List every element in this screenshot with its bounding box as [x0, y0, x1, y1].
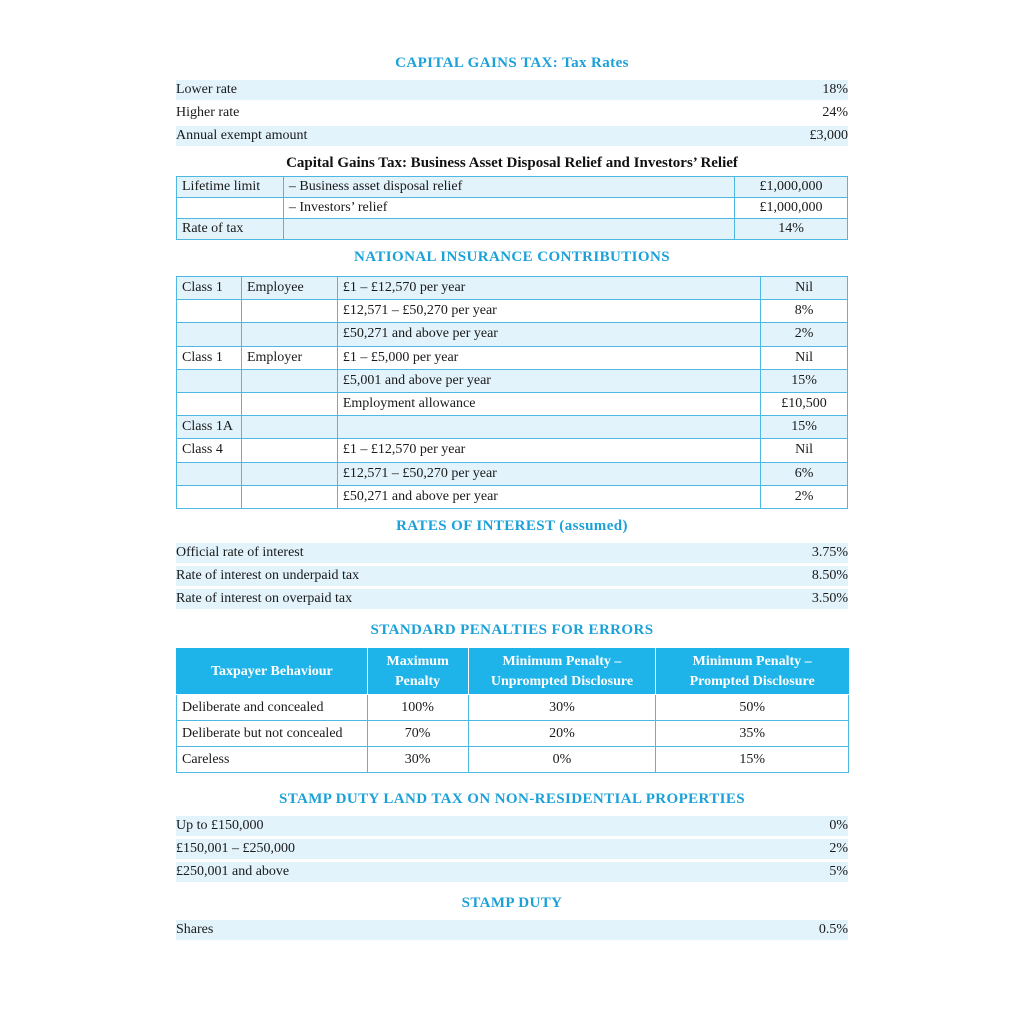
- table-cell: 15%: [656, 747, 849, 773]
- table-cell: 30%: [468, 695, 656, 721]
- row-label: £250,001 and above: [176, 864, 290, 879]
- table-cell: [241, 323, 337, 346]
- table-row: [177, 198, 848, 219]
- table-cell: 15%: [761, 416, 848, 439]
- table-cell: Lifetime limit: [177, 177, 284, 198]
- row-label: £150,001 – £250,000: [176, 841, 295, 856]
- table-cell: 6%: [761, 462, 848, 485]
- table-cell: [177, 198, 284, 219]
- table-row: [177, 695, 849, 721]
- table-row: [177, 416, 848, 439]
- table-row: [177, 300, 848, 323]
- penalties-heading: STANDARD PENALTIES FOR ERRORS: [370, 622, 654, 638]
- table-cell: 35%: [656, 721, 849, 747]
- nic-table: [176, 276, 848, 509]
- table-cell: Employer: [241, 346, 337, 369]
- table-cell: Class 1A: [177, 416, 242, 439]
- row-label: Official rate of interest: [176, 545, 304, 560]
- table-cell: Employment allowance: [337, 392, 760, 415]
- table-row: [177, 346, 848, 369]
- table-cell: [337, 416, 760, 439]
- table-cell: 70%: [367, 721, 468, 747]
- table-cell: £1 – £5,000 per year: [337, 346, 760, 369]
- table-cell: [241, 416, 337, 439]
- table-row: [177, 277, 848, 300]
- table-cell: £1 – £12,570 per year: [337, 277, 760, 300]
- table-row: [177, 369, 848, 392]
- table-cell: Nil: [761, 439, 848, 462]
- table-cell: 14%: [735, 219, 848, 240]
- table-cell: £50,271 and above per year: [337, 485, 760, 508]
- row-label: Rate of interest on underpaid tax: [176, 568, 360, 583]
- table-cell: [241, 439, 337, 462]
- table-cell: £1 – £12,570 per year: [337, 439, 760, 462]
- stamp-duty-heading: STAMP DUTY: [461, 895, 563, 911]
- table-row: [177, 323, 848, 346]
- row-value: 24%: [822, 105, 848, 120]
- table-row: [177, 439, 848, 462]
- row-value: 0%: [829, 818, 848, 833]
- table-cell: 15%: [761, 369, 848, 392]
- cgt-row-lower-rate: [176, 80, 848, 100]
- table-row: [177, 219, 848, 240]
- table-cell: Employee: [241, 277, 337, 300]
- cgt-heading: CAPITAL GAINS TAX: Tax Rates: [395, 55, 629, 71]
- table-cell: Rate of tax: [177, 219, 284, 240]
- sdlt-row-band-3: [176, 862, 848, 882]
- table-cell: Nil: [761, 346, 848, 369]
- table-row: [177, 485, 848, 508]
- cgt-row-higher-rate: [176, 103, 848, 123]
- row-value: 8.50%: [811, 568, 848, 583]
- table-cell: [177, 300, 242, 323]
- row-label: Higher rate: [176, 105, 240, 120]
- sdlt-row-band-2: [176, 839, 848, 859]
- row-label: Up to £150,000: [176, 818, 264, 833]
- table-cell: £10,500: [761, 392, 848, 415]
- cgt-row-annual-exempt: [176, 126, 848, 146]
- table-cell: 100%: [367, 695, 468, 721]
- table-cell: [241, 462, 337, 485]
- row-value: 2%: [829, 841, 848, 856]
- table-cell: 20%: [468, 721, 656, 747]
- table-cell: [177, 392, 242, 415]
- table-row: [177, 721, 849, 747]
- column-header: Maximum Penalty: [367, 649, 468, 695]
- table-cell: Careless: [177, 747, 368, 773]
- badr-heading: Capital Gains Tax: Business Asset Disposal Relief and Investors’ Relief: [286, 155, 738, 171]
- table-cell: £1,000,000: [735, 177, 848, 198]
- table-row: [177, 462, 848, 485]
- table-cell: Deliberate but not concealed: [177, 721, 368, 747]
- table-row: [177, 747, 849, 773]
- table-cell: Nil: [761, 277, 848, 300]
- table-cell: £1,000,000: [735, 198, 848, 219]
- column-header: Minimum Penalty – Prompted Disclosure: [656, 649, 849, 695]
- table-cell: £12,571 – £50,270 per year: [337, 300, 760, 323]
- table-cell: 50%: [656, 695, 849, 721]
- stamp-duty-row-shares: [176, 920, 848, 940]
- table-cell: – Investors’ relief: [283, 198, 734, 219]
- table-cell: [283, 219, 734, 240]
- table-cell: [241, 485, 337, 508]
- table-cell: [177, 485, 242, 508]
- row-label: Annual exempt amount: [176, 128, 308, 143]
- table-cell: 8%: [761, 300, 848, 323]
- table-cell: [241, 369, 337, 392]
- row-value: 5%: [829, 864, 848, 879]
- badr-table: [176, 176, 848, 240]
- table-cell: Class 1: [177, 277, 242, 300]
- row-value: 0.5%: [818, 922, 848, 937]
- column-header: Minimum Penalty – Unprompted Disclosure: [468, 649, 656, 695]
- interest-heading: RATES OF INTEREST (assumed): [396, 518, 628, 534]
- table-cell: 2%: [761, 485, 848, 508]
- table-row: [177, 392, 848, 415]
- table-header-row: [177, 649, 849, 695]
- row-label: Rate of interest on overpaid tax: [176, 591, 353, 606]
- table-cell: [177, 323, 242, 346]
- row-label: Shares: [176, 922, 214, 937]
- table-cell: [177, 369, 242, 392]
- table-cell: 30%: [367, 747, 468, 773]
- sdlt-heading: STAMP DUTY LAND TAX ON NON-RESIDENTIAL PROPERTIES: [278, 791, 746, 807]
- table-cell: Deliberate and concealed: [177, 695, 368, 721]
- sdlt-row-band-1: [176, 816, 848, 836]
- table-cell: [241, 300, 337, 323]
- table-cell: £12,571 – £50,270 per year: [337, 462, 760, 485]
- row-value: £3,000: [809, 128, 848, 143]
- column-header: Taxpayer Behaviour: [177, 649, 368, 695]
- table-cell: Class 1: [177, 346, 242, 369]
- table-cell: 0%: [468, 747, 656, 773]
- table-cell: [241, 392, 337, 415]
- table-cell: £5,001 and above per year: [337, 369, 760, 392]
- interest-row-underpaid: [176, 566, 848, 586]
- row-value: 3.50%: [811, 591, 848, 606]
- table-cell: 2%: [761, 323, 848, 346]
- interest-row-overpaid: [176, 589, 848, 609]
- table-row: [177, 177, 848, 198]
- row-label: Lower rate: [176, 82, 238, 97]
- nic-heading: NATIONAL INSURANCE CONTRIBUTIONS: [354, 249, 670, 265]
- row-value: 3.75%: [811, 545, 848, 560]
- table-cell: [177, 462, 242, 485]
- interest-row-official: [176, 543, 848, 563]
- penalties-table: [176, 648, 849, 773]
- table-cell: £50,271 and above per year: [337, 323, 760, 346]
- table-cell: – Business asset disposal relief: [283, 177, 734, 198]
- row-value: 18%: [822, 82, 848, 97]
- table-cell: Class 4: [177, 439, 242, 462]
